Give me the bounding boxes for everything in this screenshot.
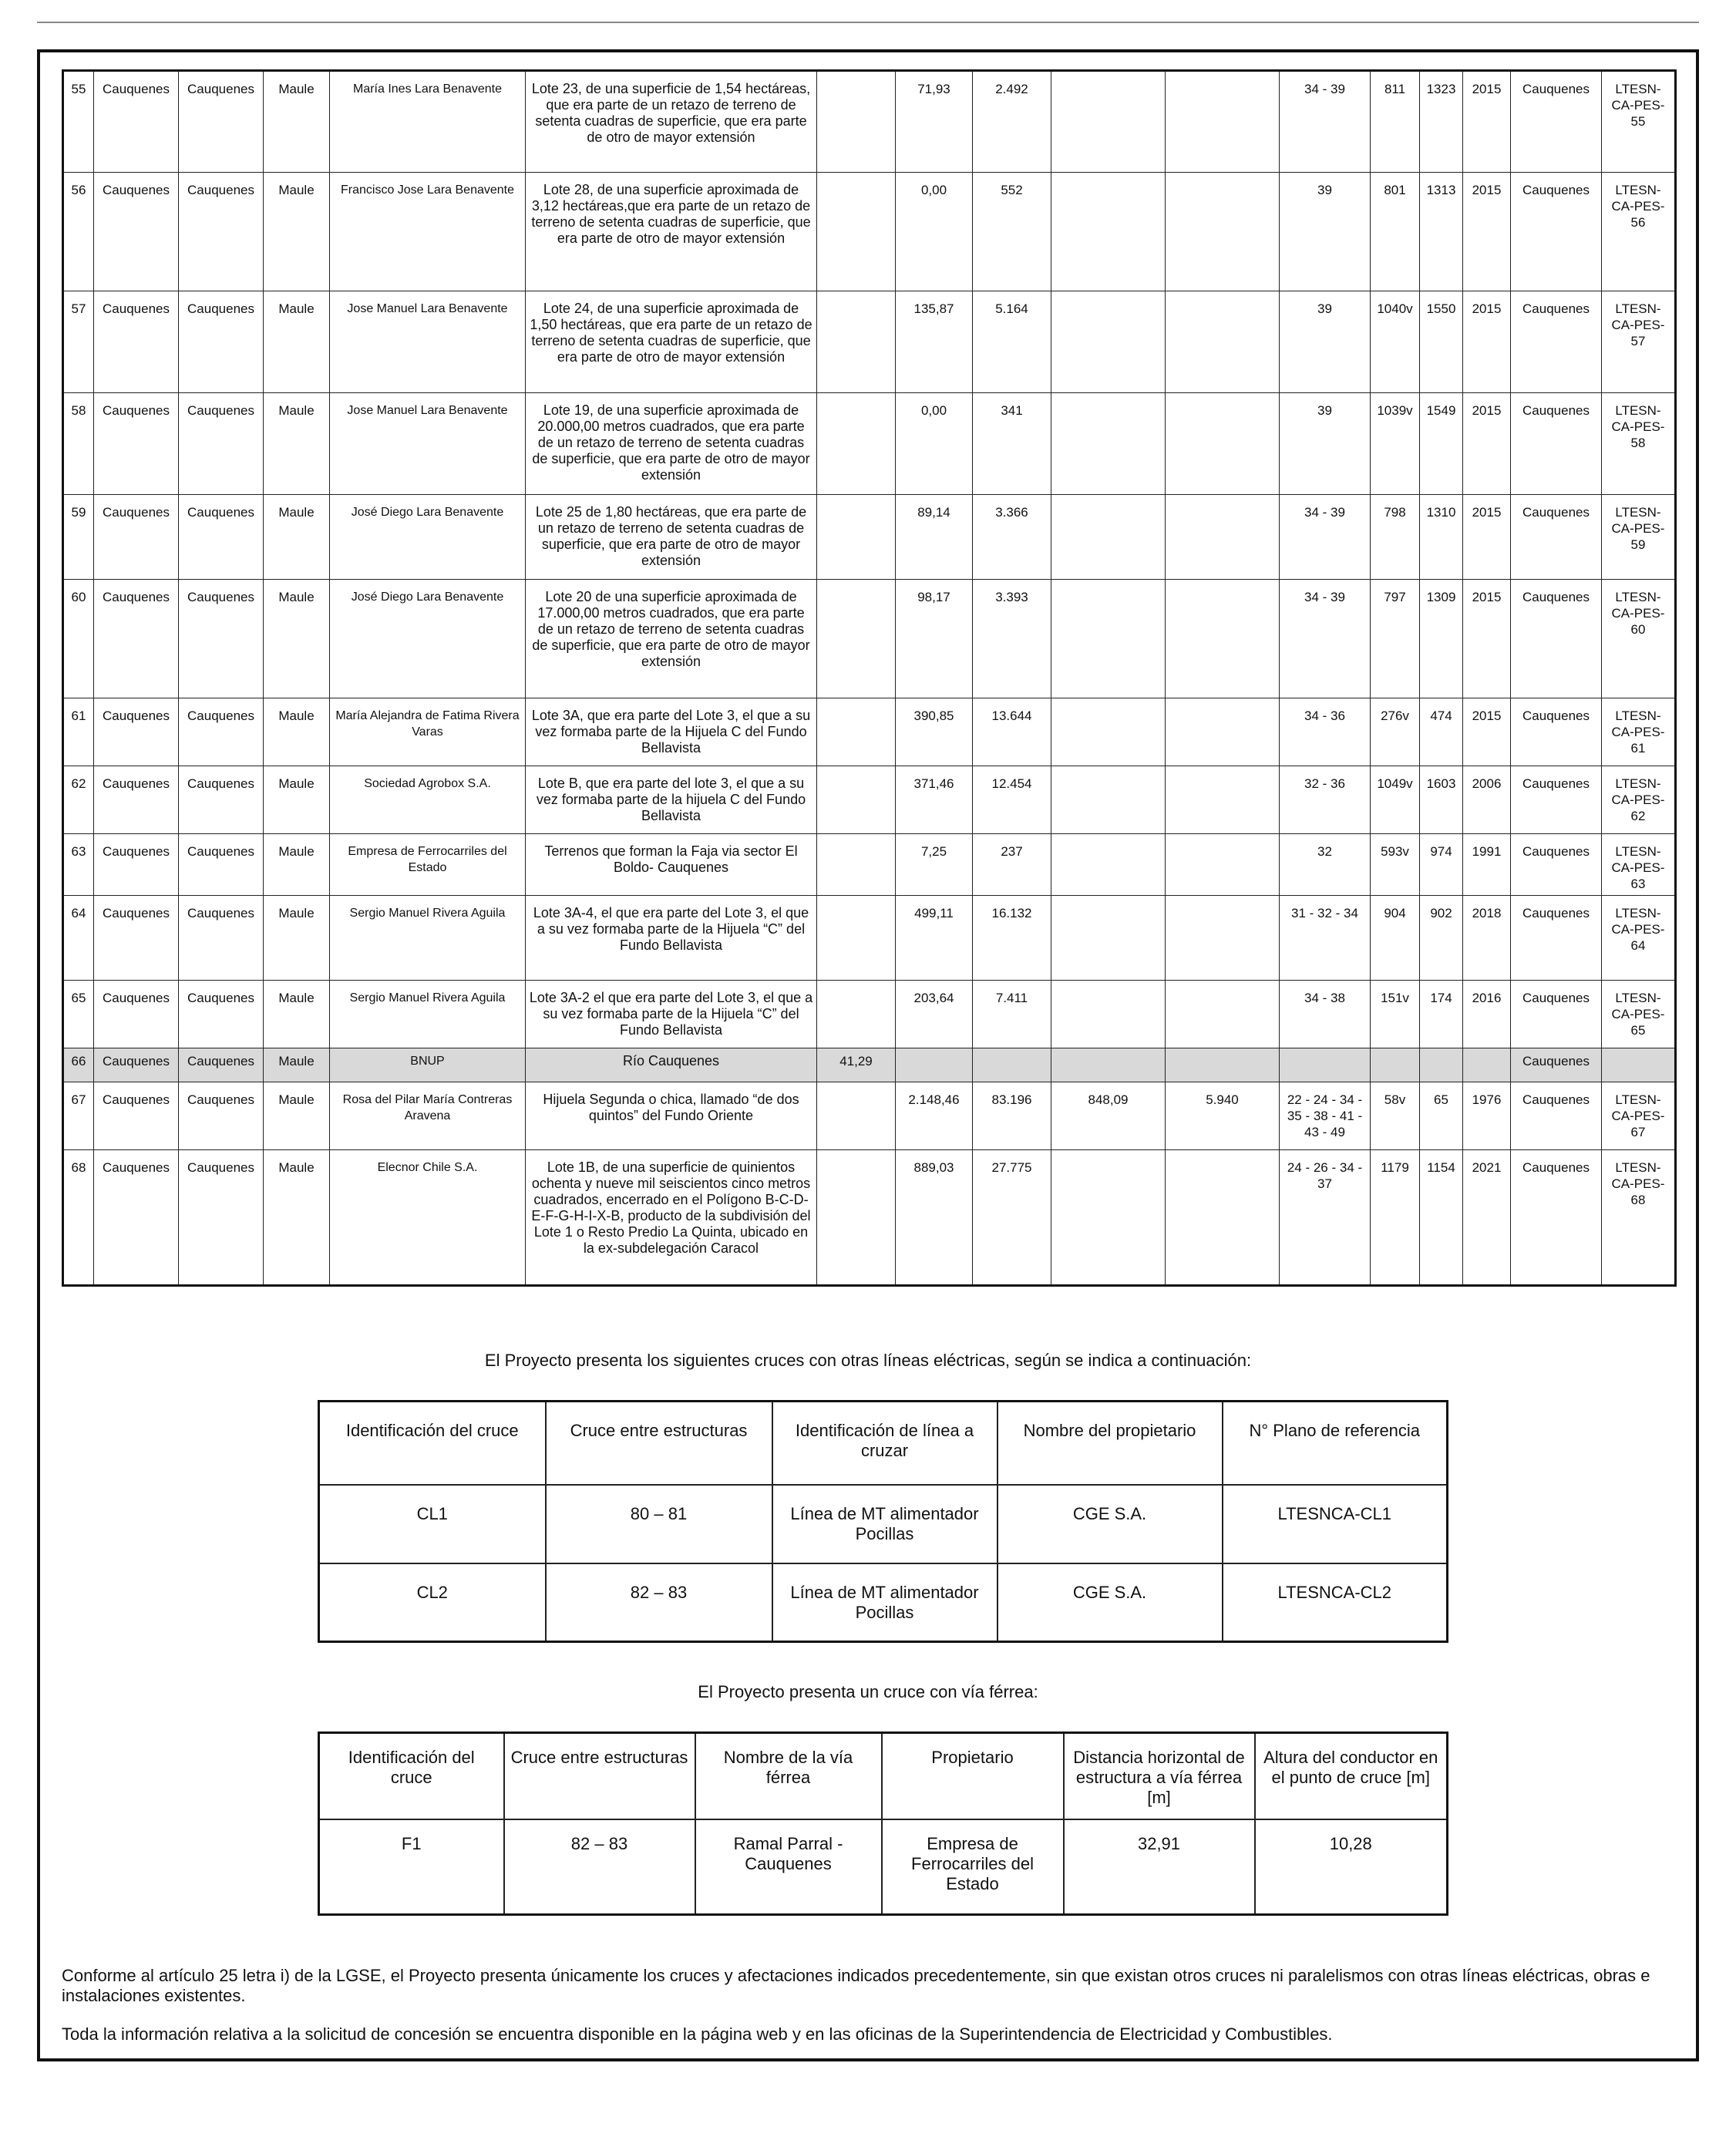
owner-name: Empresa de Ferrocarriles del Estado bbox=[330, 834, 526, 896]
conductor-height: 10,28 bbox=[1255, 1819, 1448, 1915]
fojas: 593v bbox=[1371, 834, 1420, 896]
area-col-e: 5.940 bbox=[1166, 1082, 1280, 1150]
commune: Cauquenes bbox=[94, 173, 179, 291]
table-row bbox=[63, 766, 1676, 834]
structures: 22 - 24 - 34 - 35 - 38 - 41 - 43 - 49 bbox=[1280, 1082, 1371, 1150]
registry: Cauquenes bbox=[1511, 71, 1602, 173]
area-col-c: 16.132 bbox=[973, 896, 1051, 981]
year: 2016 bbox=[1463, 981, 1511, 1048]
footer-paragraph-crossings: Conforme al artículo 25 letra i) de la LGSE, el Proyecto presenta únicamente los cruces y afectaciones indicados precedentemente, sin que existan otros cruces ni paralelismos con otras líneas eléctricas, obras e instalaciones existentes. bbox=[62, 1966, 1650, 2005]
structures: 39 bbox=[1280, 173, 1371, 291]
inscription-number: 974 bbox=[1420, 834, 1463, 896]
table-row bbox=[63, 173, 1676, 291]
region: Maule bbox=[264, 834, 330, 896]
commune: Cauquenes bbox=[94, 580, 179, 698]
area-col-e bbox=[1166, 981, 1280, 1048]
crossings-rail-caption: El Proyecto presenta un cruce con vía férrea: bbox=[698, 1682, 1038, 1701]
table-row bbox=[319, 1819, 1448, 1915]
area-col-d bbox=[1051, 766, 1166, 834]
owner-name: Jose Manuel Lara Benavente bbox=[330, 393, 526, 495]
header-rule bbox=[37, 22, 1699, 23]
row-number: 58 bbox=[63, 393, 94, 495]
plan-reference: LTESN-CA-PES-68 bbox=[1602, 1150, 1676, 1286]
area-col-d bbox=[1051, 71, 1166, 173]
area-col-d bbox=[1051, 173, 1166, 291]
registry: Cauquenes bbox=[1511, 698, 1602, 766]
parcel-description: Lote B, que era parte del lote 3, el que a su vez formaba parte de la hijuela C del Fundo Bellavista bbox=[526, 766, 817, 834]
header-cell: Altura del conductor en el punto de cruce [m] bbox=[1255, 1733, 1448, 1819]
province: Cauquenes bbox=[179, 981, 264, 1048]
area-col-a bbox=[817, 71, 896, 173]
year: 2015 bbox=[1463, 495, 1511, 580]
inscription-number: 474 bbox=[1420, 698, 1463, 766]
year: 2015 bbox=[1463, 698, 1511, 766]
crossing-owner: CGE S.A. bbox=[998, 1563, 1223, 1642]
parcel-description: Lote 25 de 1,80 hectáreas, que era parte de un retazo de terreno de setenta cuadras de superficie, que era parte de otro de mayor extensión bbox=[526, 495, 817, 580]
plan-reference: LTESN-CA-PES-63 bbox=[1602, 834, 1676, 896]
commune: Cauquenes bbox=[94, 1082, 179, 1150]
rail-crossing-id: F1 bbox=[319, 1819, 504, 1915]
plan-reference bbox=[1602, 1048, 1676, 1082]
affected-area: 203,64 bbox=[896, 981, 973, 1048]
area-col-d bbox=[1051, 1048, 1166, 1082]
province: Cauquenes bbox=[179, 834, 264, 896]
header-cell: Nombre de la vía férrea bbox=[695, 1733, 882, 1819]
area-col-c bbox=[973, 1048, 1051, 1082]
crossing-owner: CGE S.A. bbox=[998, 1485, 1223, 1563]
area-col-c: 7.411 bbox=[973, 981, 1051, 1048]
province: Cauquenes bbox=[179, 393, 264, 495]
registry: Cauquenes bbox=[1511, 1082, 1602, 1150]
row-number: 60 bbox=[63, 580, 94, 698]
region: Maule bbox=[264, 1150, 330, 1286]
parcel-description: Lote 20 de una superficie aproximada de 17.000,00 metros cuadrados, que era parte de un retazo de terreno de setenta cuadras de superficie, que era parte de otro de mayor extensión bbox=[526, 580, 817, 698]
inscription-number: 65 bbox=[1420, 1082, 1463, 1150]
region: Maule bbox=[264, 698, 330, 766]
year: 2006 bbox=[1463, 766, 1511, 834]
affected-area: 71,93 bbox=[896, 71, 973, 173]
area-col-e bbox=[1166, 698, 1280, 766]
structures: 24 - 26 - 34 - 37 bbox=[1280, 1150, 1371, 1286]
year: 2021 bbox=[1463, 1150, 1511, 1286]
affected-area: 2.148,46 bbox=[896, 1082, 973, 1150]
province: Cauquenes bbox=[179, 896, 264, 981]
table-row bbox=[63, 1048, 1676, 1082]
area-col-d bbox=[1051, 580, 1166, 698]
area-col-e bbox=[1166, 1048, 1280, 1082]
plan-reference: LTESN-CA-PES-62 bbox=[1602, 766, 1676, 834]
inscription-number: 1310 bbox=[1420, 495, 1463, 580]
registry: Cauquenes bbox=[1511, 981, 1602, 1048]
area-col-e bbox=[1166, 495, 1280, 580]
structures: 32 - 36 bbox=[1280, 766, 1371, 834]
rail-distance: 32,91 bbox=[1064, 1819, 1255, 1915]
rail-owner: Empresa de Ferrocarriles del Estado bbox=[882, 1819, 1064, 1915]
area-col-a bbox=[817, 834, 896, 896]
crossing-plan: LTESNCA-CL1 bbox=[1223, 1485, 1448, 1563]
area-col-e bbox=[1166, 173, 1280, 291]
commune: Cauquenes bbox=[94, 698, 179, 766]
affected-area bbox=[896, 1048, 973, 1082]
area-col-d bbox=[1051, 981, 1166, 1048]
area-col-e bbox=[1166, 896, 1280, 981]
owner-name: José Diego Lara Benavente bbox=[330, 495, 526, 580]
area-col-d bbox=[1051, 291, 1166, 393]
inscription-number: 1154 bbox=[1420, 1150, 1463, 1286]
parcel-description: Lote 23, de una superficie de 1,54 hectáreas, que era parte de un retazo de terreno de setenta cuadras de superficie, que era parte de otro de mayor extensión bbox=[526, 71, 817, 173]
registry: Cauquenes bbox=[1511, 1150, 1602, 1286]
province: Cauquenes bbox=[179, 1048, 264, 1082]
affected-area: 89,14 bbox=[896, 495, 973, 580]
table-row bbox=[63, 1082, 1676, 1150]
structures: 34 - 38 bbox=[1280, 981, 1371, 1048]
owner-name: Rosa del Pilar María Contreras Aravena bbox=[330, 1082, 526, 1150]
province: Cauquenes bbox=[179, 1150, 264, 1286]
area-col-e bbox=[1166, 834, 1280, 896]
table-row bbox=[63, 834, 1676, 896]
region: Maule bbox=[264, 173, 330, 291]
province: Cauquenes bbox=[179, 291, 264, 393]
structures: 39 bbox=[1280, 393, 1371, 495]
header-cell: Identificación del cruce bbox=[319, 1733, 504, 1819]
fojas: 904 bbox=[1371, 896, 1420, 981]
owner-name: Sergio Manuel Rivera Aguila bbox=[330, 896, 526, 981]
affected-area: 98,17 bbox=[896, 580, 973, 698]
area-col-a bbox=[817, 1082, 896, 1150]
structures: 34 - 39 bbox=[1280, 71, 1371, 173]
commune: Cauquenes bbox=[94, 1150, 179, 1286]
area-col-d bbox=[1051, 1150, 1166, 1286]
row-number: 68 bbox=[63, 1150, 94, 1286]
header-cell: Nombre del propietario bbox=[998, 1402, 1223, 1485]
area-col-c: 3.393 bbox=[973, 580, 1051, 698]
year: 1976 bbox=[1463, 1082, 1511, 1150]
row-number: 65 bbox=[63, 981, 94, 1048]
commune: Cauquenes bbox=[94, 393, 179, 495]
area-col-c: 83.196 bbox=[973, 1082, 1051, 1150]
year: 1991 bbox=[1463, 834, 1511, 896]
parcel-description: Lote 3A, que era parte del Lote 3, el que a su vez formaba parte de la Hijuela C del Fundo Bellavista bbox=[526, 698, 817, 766]
header-cell: N° Plano de referencia bbox=[1223, 1402, 1448, 1485]
province: Cauquenes bbox=[179, 698, 264, 766]
parcel-description: Lote 24, de una superficie aproximada de 1,50 hectáreas, que era parte de un retazo de terreno de setenta cuadras de superficie, que era parte de otro de mayor extensión bbox=[526, 291, 817, 393]
commune: Cauquenes bbox=[94, 291, 179, 393]
crossing-plan: LTESNCA-CL2 bbox=[1223, 1563, 1448, 1642]
fojas: 798 bbox=[1371, 495, 1420, 580]
region: Maule bbox=[264, 766, 330, 834]
area-col-e bbox=[1166, 580, 1280, 698]
owner-name: Jose Manuel Lara Benavente bbox=[330, 291, 526, 393]
plan-reference: LTESN-CA-PES-60 bbox=[1602, 580, 1676, 698]
crossing-line: Línea de MT alimentador Pocillas bbox=[772, 1485, 998, 1563]
year bbox=[1463, 1048, 1511, 1082]
plan-reference: LTESN-CA-PES-58 bbox=[1602, 393, 1676, 495]
area-col-a bbox=[817, 896, 896, 981]
footer-paragraph-info: Toda la información relativa a la solicitud de concesión se encuentra disponible en la página web y en las oficinas de la Superintendencia de Electricidad y Combustibles. bbox=[62, 2024, 1333, 2044]
year: 2015 bbox=[1463, 71, 1511, 173]
registry: Cauquenes bbox=[1511, 580, 1602, 698]
fojas: 1040v bbox=[1371, 291, 1420, 393]
area-col-d bbox=[1051, 495, 1166, 580]
structures: 31 - 32 - 34 bbox=[1280, 896, 1371, 981]
area-col-e bbox=[1166, 71, 1280, 173]
parcels-body bbox=[63, 71, 1676, 1286]
area-col-c: 237 bbox=[973, 834, 1051, 896]
row-number: 64 bbox=[63, 896, 94, 981]
area-col-c: 27.775 bbox=[973, 1150, 1051, 1286]
fojas: 1049v bbox=[1371, 766, 1420, 834]
parcel-description: Lote 3A-2 el que era parte del Lote 3, el que a su vez formaba parte de la Hijuela “C” del Fundo Bellavista bbox=[526, 981, 817, 1048]
area-col-c: 2.492 bbox=[973, 71, 1051, 173]
crossing-line: Línea de MT alimentador Pocillas bbox=[772, 1563, 998, 1642]
parcel-description: Río Cauquenes bbox=[526, 1048, 817, 1082]
header-cell: Identificación del cruce bbox=[319, 1402, 546, 1485]
inscription-number: 1550 bbox=[1420, 291, 1463, 393]
region: Maule bbox=[264, 580, 330, 698]
area-col-c: 341 bbox=[973, 393, 1051, 495]
owner-name: BNUP bbox=[330, 1048, 526, 1082]
owner-name: Elecnor Chile S.A. bbox=[330, 1150, 526, 1286]
area-col-d: 848,09 bbox=[1051, 1082, 1166, 1150]
plan-reference: LTESN-CA-PES-57 bbox=[1602, 291, 1676, 393]
region: Maule bbox=[264, 981, 330, 1048]
region: Maule bbox=[264, 1082, 330, 1150]
crossings-lines-caption: El Proyecto presenta los siguientes cruces con otras líneas eléctricas, según se indica a continuación: bbox=[484, 1351, 1252, 1370]
area-col-e bbox=[1166, 1150, 1280, 1286]
province: Cauquenes bbox=[179, 580, 264, 698]
inscription-number: 1323 bbox=[1420, 71, 1463, 173]
area-col-a bbox=[817, 698, 896, 766]
area-col-a bbox=[817, 495, 896, 580]
area-col-d bbox=[1051, 698, 1166, 766]
year: 2015 bbox=[1463, 580, 1511, 698]
rail-name: Ramal Parral - Cauquenes bbox=[695, 1819, 882, 1915]
area-col-a bbox=[817, 393, 896, 495]
year: 2015 bbox=[1463, 173, 1511, 291]
region: Maule bbox=[264, 71, 330, 173]
province: Cauquenes bbox=[179, 71, 264, 173]
province: Cauquenes bbox=[179, 495, 264, 580]
inscription-number: 1549 bbox=[1420, 393, 1463, 495]
affected-area: 135,87 bbox=[896, 291, 973, 393]
table-row bbox=[319, 1563, 1448, 1642]
area-col-c: 552 bbox=[973, 173, 1051, 291]
province: Cauquenes bbox=[179, 1082, 264, 1150]
region: Maule bbox=[264, 495, 330, 580]
fojas: 58v bbox=[1371, 1082, 1420, 1150]
registry: Cauquenes bbox=[1511, 393, 1602, 495]
owner-name: José Diego Lara Benavente bbox=[330, 580, 526, 698]
registry: Cauquenes bbox=[1511, 173, 1602, 291]
table-row bbox=[63, 580, 1676, 698]
fojas: 1179 bbox=[1371, 1150, 1420, 1286]
row-number: 57 bbox=[63, 291, 94, 393]
area-col-c: 12.454 bbox=[973, 766, 1051, 834]
registry: Cauquenes bbox=[1511, 834, 1602, 896]
region: Maule bbox=[264, 291, 330, 393]
plan-reference: LTESN-CA-PES-55 bbox=[1602, 71, 1676, 173]
commune: Cauquenes bbox=[94, 766, 179, 834]
area-col-a bbox=[817, 173, 896, 291]
year: 2015 bbox=[1463, 291, 1511, 393]
commune: Cauquenes bbox=[94, 495, 179, 580]
year: 2015 bbox=[1463, 393, 1511, 495]
area-col-d bbox=[1051, 393, 1166, 495]
header-cell: Cruce entre estructuras bbox=[546, 1402, 772, 1485]
area-col-c: 13.644 bbox=[973, 698, 1051, 766]
area-col-d bbox=[1051, 896, 1166, 981]
parcel-description: Lote 28, de una superficie aproximada de 3,12 hectáreas,que era parte de un retazo de terreno de setenta cuadras de superficie, que era parte de otro de mayor extensión bbox=[526, 173, 817, 291]
area-col-a bbox=[817, 981, 896, 1048]
registry: Cauquenes bbox=[1511, 896, 1602, 981]
province: Cauquenes bbox=[179, 173, 264, 291]
registry: Cauquenes bbox=[1511, 291, 1602, 393]
parcel-description: Lote 3A-4, el que era parte del Lote 3, el que a su vez formaba parte de la Hijuela “C” del Fundo Bellavista bbox=[526, 896, 817, 981]
area-col-c: 5.164 bbox=[973, 291, 1051, 393]
crossing-id: CL2 bbox=[319, 1563, 546, 1642]
header-cell: Cruce entre estructuras bbox=[504, 1733, 695, 1819]
parcel-description: Terrenos que forman la Faja via sector El Boldo- Cauquenes bbox=[526, 834, 817, 896]
owner-name: Francisco Jose Lara Benavente bbox=[330, 173, 526, 291]
area-col-a bbox=[817, 1150, 896, 1286]
table-row bbox=[63, 981, 1676, 1048]
inscription-number: 1309 bbox=[1420, 580, 1463, 698]
owner-name: María Ines Lara Benavente bbox=[330, 71, 526, 173]
plan-reference: LTESN-CA-PES-64 bbox=[1602, 896, 1676, 981]
area-col-e bbox=[1166, 766, 1280, 834]
plan-reference: LTESN-CA-PES-61 bbox=[1602, 698, 1676, 766]
crossing-structures: 82 – 83 bbox=[546, 1563, 772, 1642]
area-col-e bbox=[1166, 393, 1280, 495]
commune: Cauquenes bbox=[94, 981, 179, 1048]
table-row bbox=[63, 71, 1676, 173]
table-row bbox=[319, 1485, 1448, 1563]
registry: Cauquenes bbox=[1511, 1048, 1602, 1082]
plan-reference: LTESN-CA-PES-56 bbox=[1602, 173, 1676, 291]
area-col-d bbox=[1051, 834, 1166, 896]
inscription-number bbox=[1420, 1048, 1463, 1082]
parcel-description: Lote 19, de una superficie aproximada de 20.000,00 metros cuadrados, que era parte de un retazo de terreno de setenta cuadras de superficie, que era parte de otro de mayor extensión bbox=[526, 393, 817, 495]
affected-area: 499,11 bbox=[896, 896, 973, 981]
fojas: 797 bbox=[1371, 580, 1420, 698]
structures: 34 - 39 bbox=[1280, 495, 1371, 580]
line-crossings-header-row bbox=[319, 1402, 1448, 1485]
region: Maule bbox=[264, 896, 330, 981]
area-col-e bbox=[1166, 291, 1280, 393]
header-cell: Identificación de línea a cruzar bbox=[772, 1402, 998, 1485]
affected-area: 0,00 bbox=[896, 393, 973, 495]
fojas bbox=[1371, 1048, 1420, 1082]
table-row bbox=[63, 896, 1676, 981]
area-col-c: 3.366 bbox=[973, 495, 1051, 580]
row-number: 63 bbox=[63, 834, 94, 896]
commune: Cauquenes bbox=[94, 834, 179, 896]
table-row bbox=[63, 393, 1676, 495]
area-col-a bbox=[817, 766, 896, 834]
affected-area: 889,03 bbox=[896, 1150, 973, 1286]
parcel-description: Hijuela Segunda o chica, llamado “de dos quintos” del Fundo Oriente bbox=[526, 1082, 817, 1150]
header-cell: Propietario bbox=[882, 1733, 1064, 1819]
row-number: 61 bbox=[63, 698, 94, 766]
registry: Cauquenes bbox=[1511, 766, 1602, 834]
commune: Cauquenes bbox=[94, 71, 179, 173]
parcel-description: Lote 1B, de una superficie de quinientos ochenta y nueve mil seiscientos cinco metros cuadrados, encerrado en el Polígono B-C-D-E-F-G-H-I-X-B, producto de la subdivisión del Lote 1 o Resto Predio La Quinta, ubicado en la ex-subdelegación Caracol bbox=[526, 1150, 817, 1286]
rail-crossing-header-row bbox=[319, 1733, 1448, 1819]
fojas: 1039v bbox=[1371, 393, 1420, 495]
row-number: 59 bbox=[63, 495, 94, 580]
header-cell: Distancia horizontal de estructura a vía férrea [m] bbox=[1064, 1733, 1255, 1819]
structures: 32 bbox=[1280, 834, 1371, 896]
affected-area: 390,85 bbox=[896, 698, 973, 766]
area-col-a bbox=[817, 291, 896, 393]
inscription-number: 174 bbox=[1420, 981, 1463, 1048]
table-row bbox=[63, 495, 1676, 580]
row-number: 62 bbox=[63, 766, 94, 834]
row-number: 67 bbox=[63, 1082, 94, 1150]
parcels-table bbox=[62, 69, 1677, 1287]
registry: Cauquenes bbox=[1511, 495, 1602, 580]
affected-area: 371,46 bbox=[896, 766, 973, 834]
fojas: 811 bbox=[1371, 71, 1420, 173]
table-row bbox=[63, 1150, 1676, 1286]
plan-reference: LTESN-CA-PES-67 bbox=[1602, 1082, 1676, 1150]
row-number: 56 bbox=[63, 173, 94, 291]
inscription-number: 1603 bbox=[1420, 766, 1463, 834]
region: Maule bbox=[264, 393, 330, 495]
rail-crossing-structures: 82 – 83 bbox=[504, 1819, 695, 1915]
structures: 34 - 39 bbox=[1280, 580, 1371, 698]
province: Cauquenes bbox=[179, 766, 264, 834]
crossing-id: CL1 bbox=[319, 1485, 546, 1563]
area-col-a: 41,29 bbox=[817, 1048, 896, 1082]
row-number: 66 bbox=[63, 1048, 94, 1082]
line-crossings-table bbox=[318, 1400, 1448, 1643]
fojas: 151v bbox=[1371, 981, 1420, 1048]
fojas: 801 bbox=[1371, 173, 1420, 291]
owner-name: Sergio Manuel Rivera Aguila bbox=[330, 981, 526, 1048]
structures: 39 bbox=[1280, 291, 1371, 393]
commune: Cauquenes bbox=[94, 1048, 179, 1082]
owner-name: María Alejandra de Fatima Rivera Varas bbox=[330, 698, 526, 766]
table-row bbox=[63, 698, 1676, 766]
affected-area: 0,00 bbox=[896, 173, 973, 291]
table-row bbox=[63, 291, 1676, 393]
commune: Cauquenes bbox=[94, 896, 179, 981]
plan-reference: LTESN-CA-PES-65 bbox=[1602, 981, 1676, 1048]
crossing-structures: 80 – 81 bbox=[546, 1485, 772, 1563]
region: Maule bbox=[264, 1048, 330, 1082]
structures: 34 - 36 bbox=[1280, 698, 1371, 766]
fojas: 276v bbox=[1371, 698, 1420, 766]
inscription-number: 902 bbox=[1420, 896, 1463, 981]
structures bbox=[1280, 1048, 1371, 1082]
year: 2018 bbox=[1463, 896, 1511, 981]
inscription-number: 1313 bbox=[1420, 173, 1463, 291]
rail-crossing-table bbox=[318, 1731, 1448, 1916]
area-col-a bbox=[817, 580, 896, 698]
owner-name: Sociedad Agrobox S.A. bbox=[330, 766, 526, 834]
plan-reference: LTESN-CA-PES-59 bbox=[1602, 495, 1676, 580]
affected-area: 7,25 bbox=[896, 834, 973, 896]
row-number: 55 bbox=[63, 71, 94, 173]
